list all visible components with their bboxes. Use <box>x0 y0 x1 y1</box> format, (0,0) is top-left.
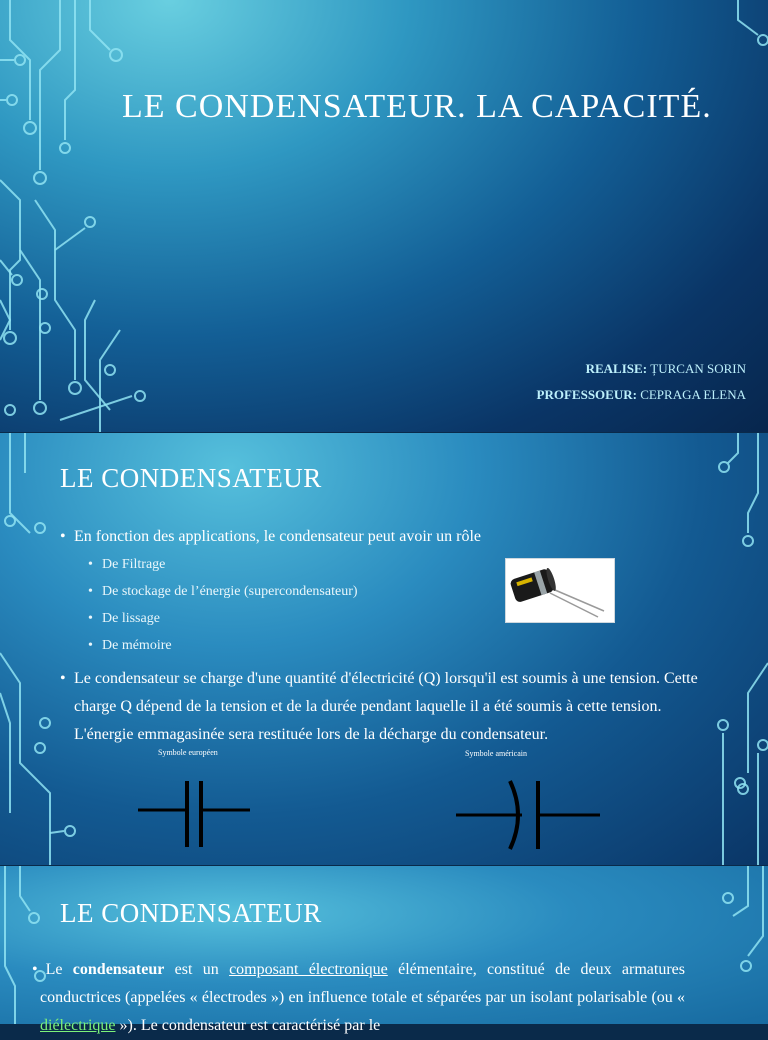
bullet-roles: • En fonction des applications, le condensateur peut avoir un rôle <box>60 523 710 551</box>
author-line <box>586 361 746 377</box>
sub-bullet-lissage: • De lissage <box>88 605 710 632</box>
sub-bullet-memoire: • De mémoire <box>88 632 710 659</box>
presentation-title: LE CONDENSATEUR. LA CAPACITÉ. <box>122 88 712 125</box>
link-dielectrique[interactable]: diélectrique <box>40 1017 116 1034</box>
slide-title: LE CONDENSATEUR <box>60 463 322 493</box>
bullet-marker: • <box>32 961 38 978</box>
text-condensateur: condensateur <box>72 961 165 978</box>
symbol-eu-label: Symbole européen <box>158 748 218 757</box>
title-slide <box>0 0 768 432</box>
text-middle: élémentaire, constitué de deux armatures conductrices (appelées « électrodes ») en influence totale et séparées par un isolant polarisable (ou « <box>40 961 686 1006</box>
capacitor-symbol-american <box>450 773 610 853</box>
text-le: Le <box>45 961 73 978</box>
capacitor-photo <box>505 558 615 623</box>
content-slide-definition <box>0 866 768 1034</box>
bullet-list <box>60 523 710 749</box>
slide-title: LE CONDENSATEUR <box>60 898 322 928</box>
sub-bullet-filtrage: • De Filtrage <box>88 551 710 578</box>
teacher-label: PROFESSOEUR: <box>536 387 637 402</box>
content-slide-applications <box>0 433 768 865</box>
author-name: ȚURCAN SORIN <box>650 361 746 376</box>
teacher-line <box>537 387 746 403</box>
link-composant-electronique[interactable]: composant électronique <box>229 961 388 978</box>
circuit-decoration-left <box>0 0 160 432</box>
bullet-charge: • Le condensateur se charge d'une quantité d'électricité (Q) lorsqu'il est soumis à une tension. Cette charge Q dépend de la tension et de la durée pendant laquelle il a été soumis à cette tension. L'énergie emmagasinée sera restituée lors de la décharge du condensateur. <box>60 665 710 749</box>
text-end: »). Le condensateur est caractérisé par le <box>115 1017 381 1034</box>
author-label: REALISE: <box>585 361 648 376</box>
text-est: est un <box>164 961 230 978</box>
teacher-name: CEPRAGA ELENA <box>640 387 746 402</box>
capacitor-image <box>506 559 614 622</box>
sub-bullet-stockage: • De stockage de l’énergie (supercondensateur) <box>88 578 710 605</box>
capacitor-symbol-european <box>130 773 260 853</box>
circuit-decoration-right <box>708 866 768 1024</box>
definition-paragraph <box>32 956 686 1040</box>
symbol-us-label: Symbole américain <box>465 749 527 758</box>
